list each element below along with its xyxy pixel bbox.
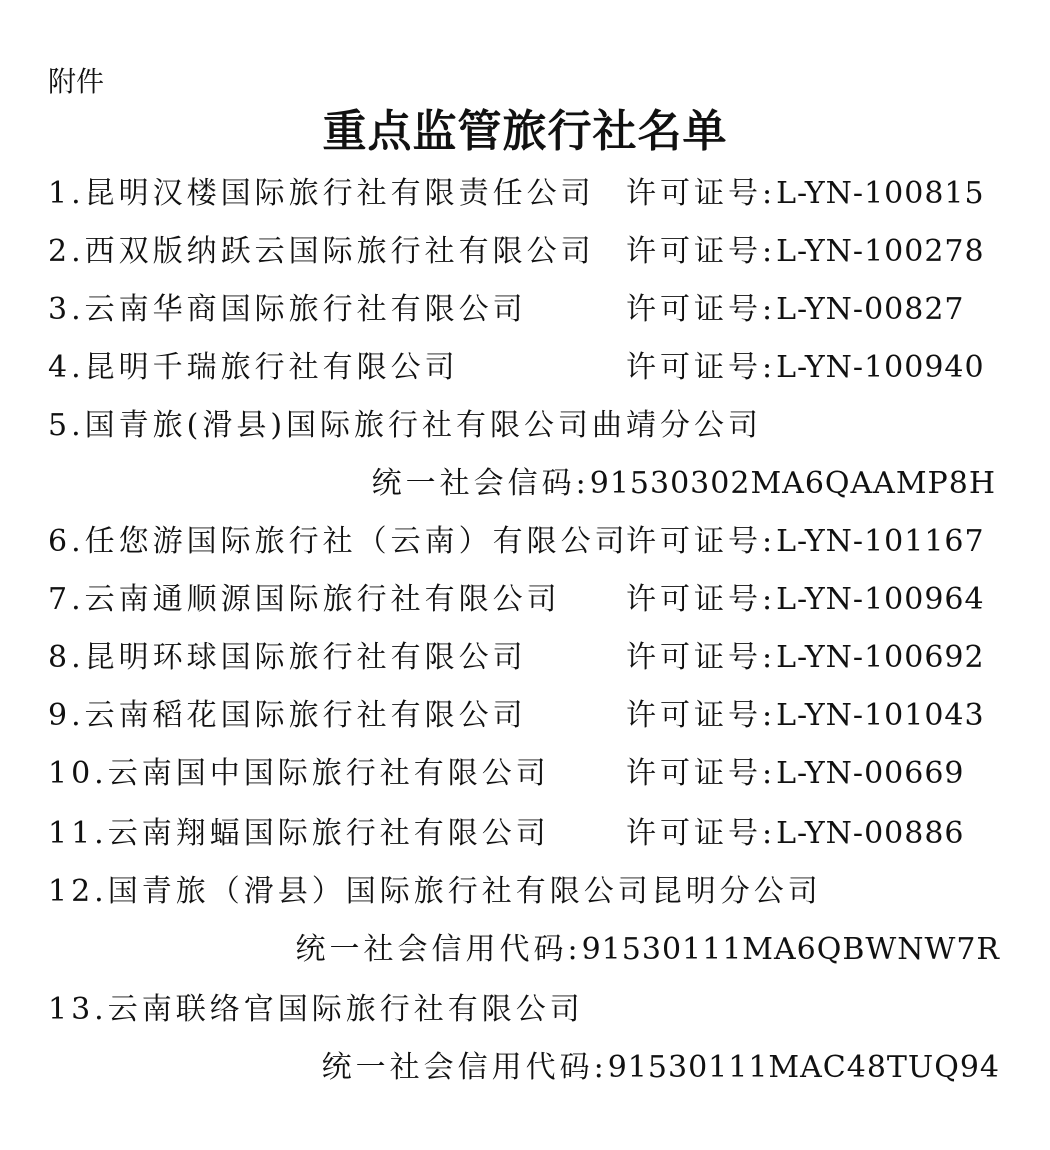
license-label: 许可证号: xyxy=(626,582,777,617)
document-title: 重点监管旅行社名单 xyxy=(322,106,728,157)
entry-row-2 xyxy=(0,232,1050,272)
license-number xyxy=(626,174,985,214)
attachment-label: 附件 xyxy=(48,65,105,98)
entry-row-11 xyxy=(0,814,1050,854)
agency-name: 12.国青旅（滑县）国际旅行社有限公司昆明分公司 xyxy=(48,874,822,909)
entry-row-8 xyxy=(0,638,1050,678)
license-label: 许可证号: xyxy=(626,350,777,385)
agency-name: 10.云南国中国际旅行社有限公司 xyxy=(48,756,550,791)
entry-row-10 xyxy=(0,754,1050,794)
license-label: 许可证号: xyxy=(626,698,777,733)
entry-row-13-code xyxy=(0,1048,1050,1088)
license-number xyxy=(626,232,985,272)
credit-code-label: 统一社会信码: xyxy=(371,466,590,501)
credit-code-value: 91530302MA6QAAMP8H xyxy=(589,466,996,501)
license-label: 许可证号: xyxy=(626,640,777,675)
credit-code xyxy=(322,1048,1000,1088)
license-value: L-YN-101167 xyxy=(776,524,985,559)
license-value: L-YN-100940 xyxy=(776,350,985,385)
entry-row-9 xyxy=(0,696,1050,736)
license-number xyxy=(626,696,985,736)
credit-code-value: 91530111MA6QBWNW7R xyxy=(581,932,1000,967)
license-number xyxy=(626,290,965,330)
entry-row-3 xyxy=(0,290,1050,330)
agency-name: 4.昆明千瑞旅行社有限公司 xyxy=(48,350,459,385)
license-label: 许可证号: xyxy=(626,756,777,791)
license-value: L-YN-100278 xyxy=(776,234,985,269)
agency-name: 8.昆明环球国际旅行社有限公司 xyxy=(48,640,527,675)
license-number xyxy=(626,814,965,854)
license-value: L-YN-00827 xyxy=(776,292,965,327)
agency-name: 11.云南翔蝠国际旅行社有限公司 xyxy=(48,816,550,851)
agency-name: 5.国青旅(滑县)国际旅行社有限公司曲靖分公司 xyxy=(48,408,763,443)
entry-row-5-code xyxy=(0,464,1050,504)
credit-code-value: 91530111MAC48TUQ94 xyxy=(607,1050,1000,1085)
license-label: 许可证号: xyxy=(626,234,777,269)
license-value: L-YN-00886 xyxy=(776,816,965,851)
entry-row-4 xyxy=(0,348,1050,388)
entry-row-1 xyxy=(0,174,1050,214)
agency-name: 3.云南华商国际旅行社有限公司 xyxy=(48,292,527,327)
license-number xyxy=(626,522,985,562)
license-value: L-YN-101043 xyxy=(776,698,985,733)
credit-code-label: 统一社会信用代码: xyxy=(295,932,582,967)
license-label: 许可证号: xyxy=(626,176,777,211)
agency-name: 2.西双版纳跃云国际旅行社有限公司 xyxy=(48,234,595,269)
agency-name: 13.云南联络官国际旅行社有限公司 xyxy=(48,992,584,1027)
agency-name: 7.云南通顺源国际旅行社有限公司 xyxy=(48,582,561,617)
entry-row-5 xyxy=(0,406,1050,446)
license-label: 许可证号: xyxy=(626,292,777,327)
entry-row-12 xyxy=(0,872,1050,912)
license-value: L-YN-100692 xyxy=(776,640,985,675)
license-label: 许可证号: xyxy=(626,816,777,851)
entry-row-12-code xyxy=(0,930,1050,970)
license-number xyxy=(626,754,965,794)
agency-name: 9.云南稻花国际旅行社有限公司 xyxy=(48,698,527,733)
credit-code-label: 统一社会信用代码: xyxy=(321,1050,608,1085)
license-value: L-YN-00669 xyxy=(776,756,965,791)
license-value: L-YN-100815 xyxy=(776,176,985,211)
license-number xyxy=(626,580,985,620)
entry-row-13 xyxy=(0,990,1050,1030)
entry-row-7 xyxy=(0,580,1050,620)
license-number xyxy=(626,348,985,388)
agency-name: 6.任您游国际旅行社（云南）有限公司 xyxy=(48,524,629,559)
agency-name: 1.昆明汉楼国际旅行社有限责任公司 xyxy=(48,176,595,211)
credit-code xyxy=(295,930,1000,970)
license-value: L-YN-100964 xyxy=(776,582,985,617)
license-number xyxy=(626,638,985,678)
entry-row-6 xyxy=(0,522,1050,562)
credit-code xyxy=(372,464,996,504)
license-label: 许可证号: xyxy=(626,524,777,559)
